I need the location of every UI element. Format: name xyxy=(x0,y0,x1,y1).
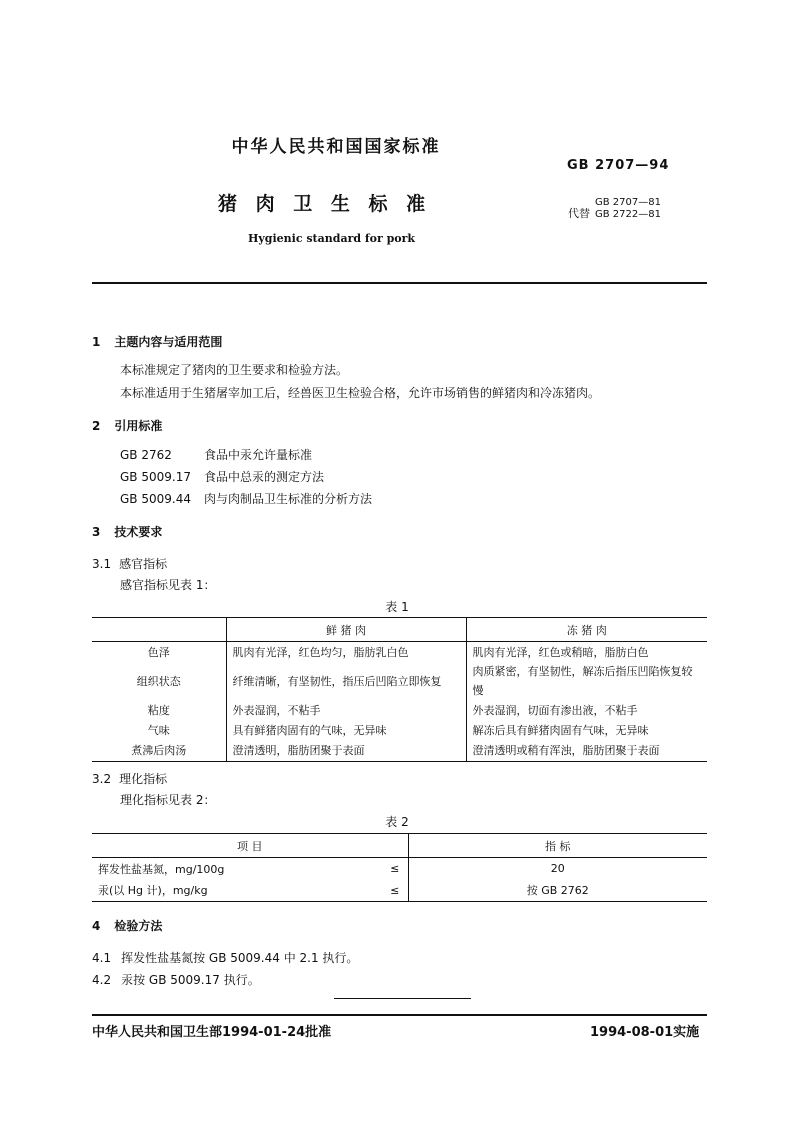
table-cell: 澄清透明，脂肪团聚于表面 xyxy=(226,740,466,762)
std-number: GB 2707—94 xyxy=(567,158,670,173)
table-1 xyxy=(92,617,707,762)
table-cell: 外表湿润，切面有渗出液，不粘手 xyxy=(466,700,707,720)
table-cell: 汞(以 Hg 计)，mg/kg xyxy=(98,884,208,898)
table-cell: 纤维清晰，有坚韧性，指压后凹陷立即恢复 xyxy=(226,662,466,700)
table-cell: 肌肉有光泽，红色或稍暗，脂肪白色 xyxy=(466,642,707,662)
table-header-cell: 指 标 xyxy=(408,834,707,858)
table-cell: 按 GB 2762 xyxy=(408,880,707,902)
table-2-caption: 表 2 xyxy=(385,815,409,829)
replaces-item: GB 2722—81 xyxy=(595,209,661,220)
footer-rule xyxy=(92,1014,707,1016)
table-header-cell: 项 目 xyxy=(237,839,263,853)
table-cell: 粘度 xyxy=(147,703,170,717)
table-cell: ≤ xyxy=(390,862,400,876)
table-cell: 澄清透明或稍有浑浊，脂肪团聚于表面 xyxy=(466,740,707,762)
method-item: 4.1 挥发性盐基氮按 GB 5009.44 中 2.1 执行。 xyxy=(92,951,359,965)
section-1-para: 本标准适用于生猪屠宰加工后，经兽医卫生检验合格，允许市场销售的鲜猪肉和冷冻猪肉。 xyxy=(120,386,601,400)
table-row xyxy=(92,740,707,762)
end-rule xyxy=(334,998,471,999)
table-cell: 色泽 xyxy=(147,645,170,659)
table-row xyxy=(92,858,707,880)
english-title: Hygienic standard for pork xyxy=(248,232,416,245)
table-cell: 组织状态 xyxy=(136,674,181,688)
table-header-cell: 冻 猪 肉 xyxy=(466,618,707,642)
header-rule xyxy=(92,282,707,284)
section-3-1-heading: 3.1 感官指标 xyxy=(92,557,168,571)
doc-title: 猪 肉 卫 生 标 准 xyxy=(218,193,432,215)
table-cell: 20 xyxy=(408,858,707,880)
table-2 xyxy=(92,833,707,902)
approval-note: 中华人民共和国卫生部1994-01-24批准 xyxy=(92,1025,332,1040)
table-cell: 外表湿润，不粘手 xyxy=(226,700,466,720)
reference-item: GB 5009.17 食品中总汞的测定方法 xyxy=(120,470,325,484)
table-cell: 气味 xyxy=(147,723,170,737)
table-cell: 肉质紧密，有坚韧性，解冻后指压凹陷恢复较慢 xyxy=(466,662,707,700)
section-3-2-heading: 3.2 理化指标 xyxy=(92,772,168,786)
table-cell: 煮沸后肉汤 xyxy=(131,744,187,758)
section-4-heading: 4 检验方法 xyxy=(92,919,163,933)
table-cell: ≤ xyxy=(390,883,400,897)
table-cell: 具有鲜猪肉固有的气味，无异味 xyxy=(226,720,466,740)
method-item: 4.2 汞按 GB 5009.17 执行。 xyxy=(92,973,260,987)
table-cell: 肌肉有光泽，红色均匀，脂肪乳白色 xyxy=(226,642,466,662)
replaces-list xyxy=(595,197,661,221)
section-2-heading: 2 引用标准 xyxy=(92,419,163,433)
table-header-cell: 鲜 猪 肉 xyxy=(226,618,466,642)
table-row xyxy=(92,880,707,902)
replaces-label: 代替 xyxy=(568,207,590,220)
section-1-para: 本标准规定了猪肉的卫生要求和检验方法。 xyxy=(120,363,349,377)
section-3-heading: 3 技术要求 xyxy=(92,525,163,539)
reference-item: GB 2762 食品中汞允许量标准 xyxy=(120,448,313,462)
table-header-cell xyxy=(92,618,226,642)
org-title: 中华人民共和国国家标准 xyxy=(231,137,441,157)
reference-item: GB 5009.44 肉与肉制品卫生标准的分析方法 xyxy=(120,492,373,506)
table-cell: 解冻后具有鲜猪肉固有气味，无异味 xyxy=(466,720,707,740)
table-header-row xyxy=(92,834,707,858)
table-1-caption: 表 1 xyxy=(385,600,409,614)
section-3-2-para: 理化指标见表 2： xyxy=(120,793,216,807)
effective-date: 1994-08-01实施 xyxy=(590,1025,700,1040)
section-1-heading: 1 主题内容与适用范围 xyxy=(92,335,223,349)
table-row xyxy=(92,642,707,662)
table-cell: 挥发性盐基氮，mg/100g xyxy=(98,862,225,876)
table-row xyxy=(92,720,707,740)
table-row xyxy=(92,662,707,700)
section-3-1-para: 感官指标见表 1： xyxy=(120,578,216,592)
table-row xyxy=(92,700,707,720)
table-header-row xyxy=(92,618,707,642)
replaces-item: GB 2707—81 xyxy=(595,197,661,208)
